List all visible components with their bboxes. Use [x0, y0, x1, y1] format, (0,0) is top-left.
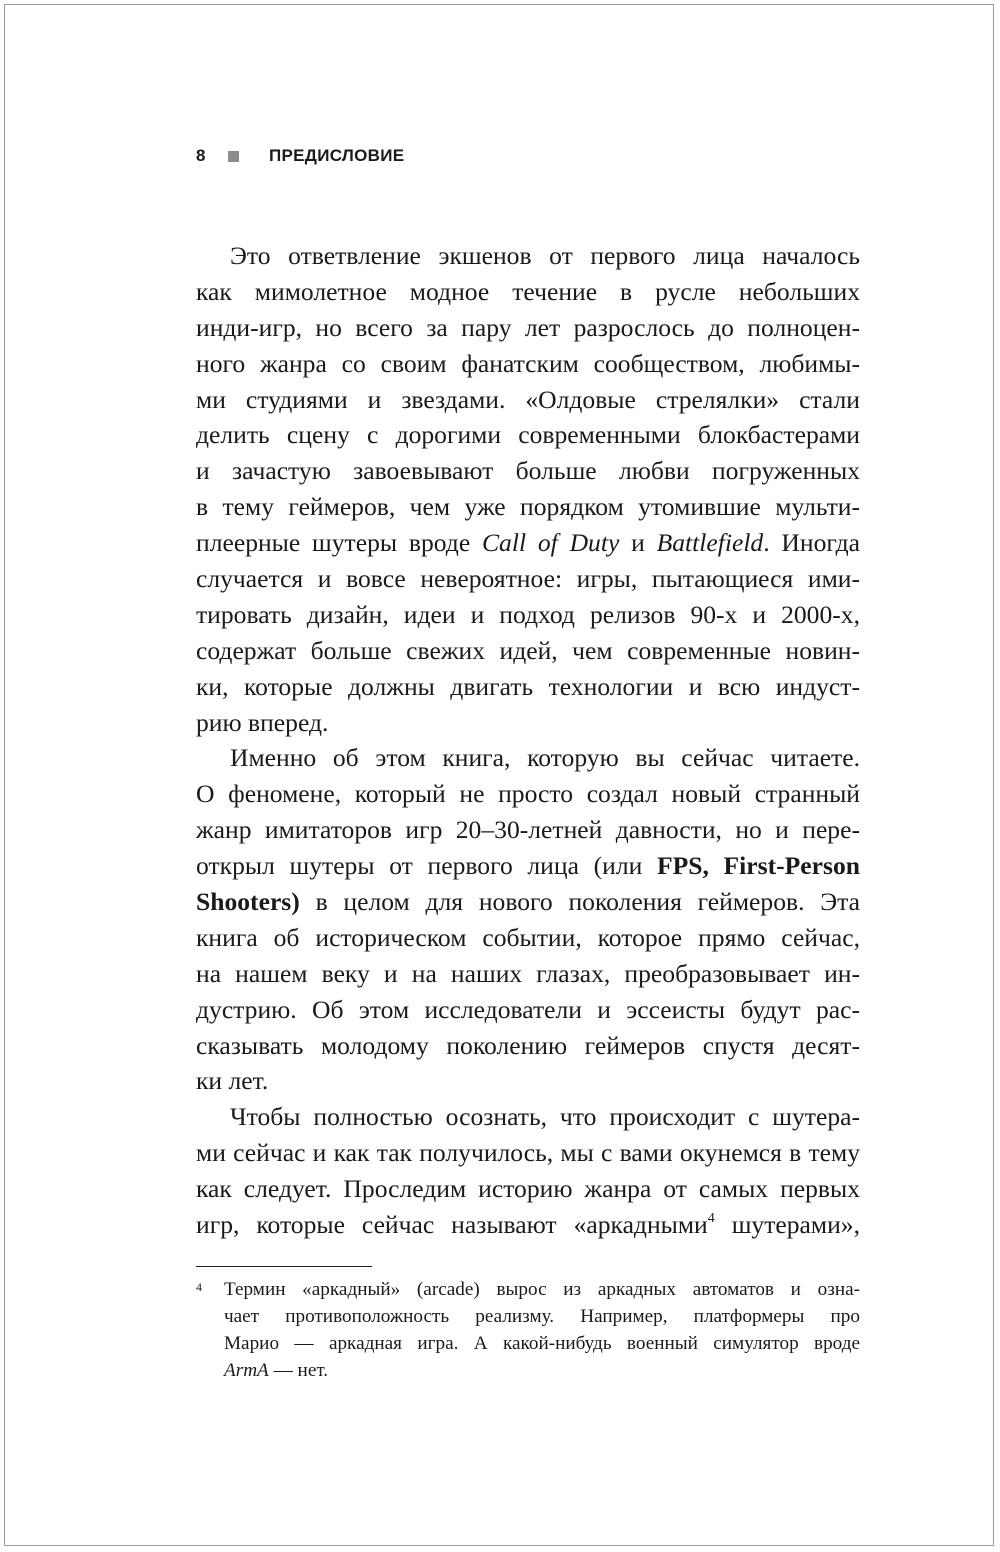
- text-line: рию вперед.: [196, 707, 329, 737]
- text-line: книга об историческом событии, которое прямо сейчас,: [196, 922, 860, 952]
- game-title-battlefield: Battlefield: [656, 528, 764, 558]
- text-run: и: [619, 528, 657, 558]
- text-run: — нет.: [268, 1360, 329, 1381]
- text-line: как следует. Проследим историю жанра от самых первых: [196, 1174, 860, 1204]
- footnote-body: [224, 1276, 860, 1384]
- text-line: тировать дизайн, идеи и подход релизов 90-х и 2000-х,: [196, 599, 860, 629]
- footnote-line: чает противоположность реализму. Например, платформеры про: [224, 1306, 860, 1327]
- text-line: сказывать молодому поколению геймеров спустя десят-: [196, 1030, 860, 1060]
- page-number: 8: [196, 146, 206, 165]
- paragraph-3: [196, 1099, 860, 1243]
- bold-term-shooters: Shooters): [196, 887, 300, 917]
- text-line: содержат больше свежих идей, чем современные новин-: [196, 635, 860, 665]
- text-line: жанр имитаторов игр 20–30-летней давности, но и пере-: [196, 815, 860, 845]
- text-run: открыл шутеры от первого лица (или: [196, 851, 657, 881]
- footnote-separator: [196, 1266, 372, 1267]
- running-head: [196, 144, 404, 168]
- text-line: Чтобы полностью осознать, что происходит с шутера-: [230, 1102, 860, 1132]
- text-run: игр, которые сейчас называют «аркадными: [196, 1210, 708, 1240]
- text-line: на нашем веку и на наших глазах, преобразовывает ин-: [196, 958, 860, 988]
- text-line: дустрию. Об этом исследователи и эссеисты будут рас-: [196, 994, 860, 1024]
- text-line: как мимолетное модное течение в русле небольших: [196, 276, 860, 306]
- text-line: в тему геймеров, чем уже порядком утомившие мульти-: [196, 492, 860, 522]
- footnote-reference[interactable]: 4: [707, 1211, 715, 1227]
- footnote-line: Термин «аркадный» (arcade) вырос из аркадных автоматов и озна-: [224, 1279, 860, 1300]
- section-title: ПРЕДИСЛОВИЕ: [269, 146, 405, 165]
- footnote-marker: 4: [196, 1280, 202, 1294]
- text-run: в целом для нового поколения геймеров. Эта: [299, 887, 860, 917]
- footnote-line: Марио — аркадная игра. А какой-нибудь военный симулятор вроде: [224, 1333, 860, 1354]
- game-title-arma: ArmA: [224, 1360, 269, 1381]
- game-title-call-of-duty: Call of Duty: [481, 528, 620, 558]
- text-run: . Иногда: [763, 528, 861, 558]
- text-line: Именно об этом книга, которую вы сейчас читаете.: [230, 743, 860, 773]
- text-line: [196, 848, 860, 884]
- paragraph-1: [196, 238, 860, 740]
- text-line: ного жанра со своим фанатским сообществом, любимы-: [196, 348, 860, 378]
- footnote: [196, 1276, 860, 1384]
- text-line: случается и вовсе невероятное: игры, пытающиеся ими-: [196, 564, 860, 594]
- header-square-ornament: [228, 151, 239, 162]
- paragraph-2: [196, 740, 860, 1099]
- text-line: ми сейчас и как так получилось, мы с вами окунемся в тему: [196, 1138, 860, 1168]
- text-line: Это ответвление экшенов от первого лица началось: [230, 241, 860, 270]
- main-text: [196, 238, 860, 1243]
- bold-term-fps: FPS, First-Person: [656, 851, 860, 881]
- text-line: ми студиями и звездами. «Олдовые стрелялки» стали: [196, 384, 860, 414]
- text-run: шутерами»,: [714, 1210, 861, 1240]
- text-line: делить сцену с дорогими современными блокбастерами: [196, 420, 860, 450]
- text-line: [196, 884, 860, 920]
- text-line: О феномене, который не просто создал новый странный: [196, 779, 860, 809]
- text-line: [196, 525, 860, 561]
- text-line: ки лет.: [196, 1066, 269, 1096]
- text-line: и зачастую завоевывают больше любви погруженных: [196, 456, 860, 486]
- text-line: ки, которые должны двигать технологии и всю индуст-: [196, 671, 860, 701]
- text-line: инди-игр, но всего за пару лет разрослось до полноцен-: [196, 312, 860, 342]
- text-run: плеерные шутеры вроде: [196, 528, 482, 558]
- text-line: [196, 1207, 860, 1243]
- footnote-line: [224, 1357, 860, 1384]
